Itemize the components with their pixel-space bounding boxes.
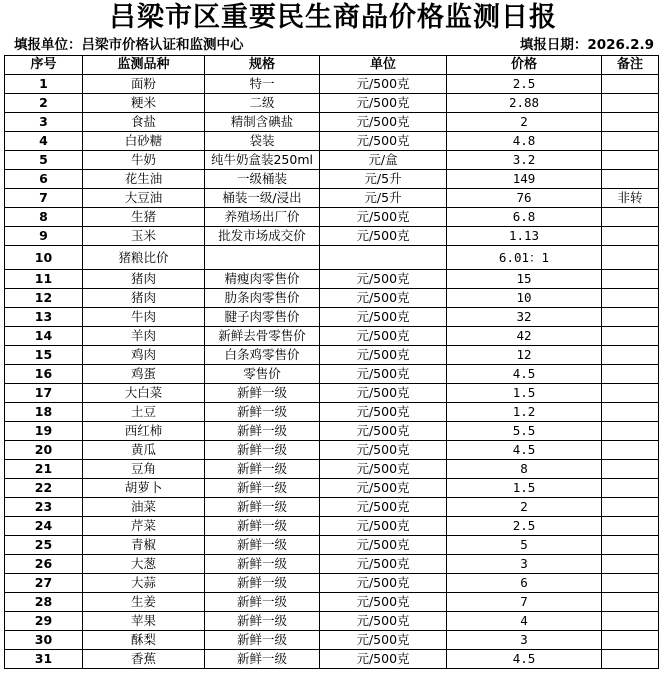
- cell-index: 17: [5, 384, 83, 403]
- cell-price: 5: [447, 536, 602, 555]
- cell-price: 5.5: [447, 422, 602, 441]
- cell-unit: 元/500克: [320, 365, 447, 384]
- cell-name: 花生油: [83, 170, 205, 189]
- cell-index: 12: [5, 289, 83, 308]
- cell-spec: 新鲜一级: [205, 593, 320, 612]
- cell-note: 非转: [602, 189, 659, 208]
- cell-price: 4.8: [447, 132, 602, 151]
- cell-unit: 元/500克: [320, 113, 447, 132]
- table-row: [5, 650, 659, 669]
- cell-note: [602, 612, 659, 631]
- cell-spec: 新鲜一级: [205, 650, 320, 669]
- cell-note: [602, 246, 659, 270]
- cell-name: 西红柿: [83, 422, 205, 441]
- cell-spec: 新鲜一级: [205, 498, 320, 517]
- cell-note: [602, 479, 659, 498]
- table-row: [5, 327, 659, 346]
- table-row: [5, 208, 659, 227]
- cell-price: 12: [447, 346, 602, 365]
- cell-unit: 元/500克: [320, 132, 447, 151]
- cell-name: 粳米: [83, 94, 205, 113]
- cell-name: 牛奶: [83, 151, 205, 170]
- cell-spec: 新鲜一级: [205, 612, 320, 631]
- cell-price: 4.5: [447, 441, 602, 460]
- cell-name: 白砂糖: [83, 132, 205, 151]
- cell-index: 10: [5, 246, 83, 270]
- cell-price: 4.5: [447, 365, 602, 384]
- cell-note: [602, 289, 659, 308]
- cell-note: [602, 94, 659, 113]
- cell-unit: 元/500克: [320, 650, 447, 669]
- cell-spec: [205, 246, 320, 270]
- cell-index: 1: [5, 75, 83, 94]
- cell-name: 酥梨: [83, 631, 205, 650]
- header-note: 备注: [602, 56, 659, 75]
- report-date: 填报日期：2026.2.9: [519, 37, 654, 53]
- cell-index: 22: [5, 479, 83, 498]
- cell-spec: 新鲜一级: [205, 631, 320, 650]
- cell-unit: 元/500克: [320, 593, 447, 612]
- cell-unit: 元/500克: [320, 208, 447, 227]
- cell-unit: 元/盒: [320, 151, 447, 170]
- cell-index: 26: [5, 555, 83, 574]
- cell-name: 羊肉: [83, 327, 205, 346]
- cell-index: 28: [5, 593, 83, 612]
- cell-unit: 元/500克: [320, 574, 447, 593]
- cell-name: 食盐: [83, 113, 205, 132]
- cell-note: [602, 113, 659, 132]
- cell-price: 3.2: [447, 151, 602, 170]
- cell-note: [602, 517, 659, 536]
- cell-price: 1.5: [447, 479, 602, 498]
- cell-spec: 新鲜一级: [205, 460, 320, 479]
- cell-index: 2: [5, 94, 83, 113]
- cell-note: [602, 593, 659, 612]
- cell-price: 1.5: [447, 384, 602, 403]
- cell-note: [602, 151, 659, 170]
- cell-note: [602, 170, 659, 189]
- table-row: [5, 270, 659, 289]
- cell-index: 5: [5, 151, 83, 170]
- table-row: [5, 422, 659, 441]
- cell-index: 24: [5, 517, 83, 536]
- cell-index: 4: [5, 132, 83, 151]
- cell-spec: 新鲜去骨零售价: [205, 327, 320, 346]
- cell-unit: 元/500克: [320, 75, 447, 94]
- cell-spec: 一级桶装: [205, 170, 320, 189]
- header-name: 监测品种: [83, 56, 205, 75]
- table-header-row: [5, 56, 659, 75]
- table-row: [5, 170, 659, 189]
- table-row: [5, 113, 659, 132]
- cell-name: 猪粮比价: [83, 246, 205, 270]
- cell-spec: 新鲜一级: [205, 517, 320, 536]
- header-spec: 规格: [205, 56, 320, 75]
- cell-unit: 元/500克: [320, 612, 447, 631]
- price-table-body: [5, 56, 659, 669]
- cell-price: 32: [447, 308, 602, 327]
- table-row: [5, 289, 659, 308]
- cell-note: [602, 422, 659, 441]
- cell-unit: 元/500克: [320, 422, 447, 441]
- cell-index: 7: [5, 189, 83, 208]
- cell-spec: 特一: [205, 75, 320, 94]
- cell-spec: 新鲜一级: [205, 479, 320, 498]
- cell-price: 42: [447, 327, 602, 346]
- cell-unit: 元/500克: [320, 536, 447, 555]
- report-title: 吕梁市区重要民生商品价格监测日报: [109, 2, 557, 33]
- cell-note: [602, 631, 659, 650]
- cell-index: 9: [5, 227, 83, 246]
- cell-index: 29: [5, 612, 83, 631]
- table-row: [5, 479, 659, 498]
- table-row: [5, 574, 659, 593]
- cell-spec: 新鲜一级: [205, 536, 320, 555]
- cell-price: 3: [447, 631, 602, 650]
- cell-price: 10: [447, 289, 602, 308]
- cell-spec: 新鲜一级: [205, 422, 320, 441]
- cell-unit: 元/500克: [320, 517, 447, 536]
- cell-unit: 元/500克: [320, 460, 447, 479]
- cell-unit: 元/500克: [320, 270, 447, 289]
- table-row: [5, 612, 659, 631]
- cell-note: [602, 132, 659, 151]
- cell-name: 苹果: [83, 612, 205, 631]
- cell-note: [602, 346, 659, 365]
- cell-name: 猪肉: [83, 289, 205, 308]
- cell-name: 鸡肉: [83, 346, 205, 365]
- cell-name: 豆角: [83, 460, 205, 479]
- cell-price: 6: [447, 574, 602, 593]
- cell-unit: 元/500克: [320, 631, 447, 650]
- cell-note: [602, 498, 659, 517]
- table-row: [5, 227, 659, 246]
- table-row: [5, 631, 659, 650]
- cell-index: 18: [5, 403, 83, 422]
- cell-unit: 元/500克: [320, 555, 447, 574]
- table-row: [5, 384, 659, 403]
- cell-spec: 纯牛奶盒装250ml: [205, 151, 320, 170]
- cell-spec: 新鲜一级: [205, 403, 320, 422]
- cell-name: 生猪: [83, 208, 205, 227]
- cell-unit: 元/500克: [320, 94, 447, 113]
- cell-index: 31: [5, 650, 83, 669]
- cell-price: 8: [447, 460, 602, 479]
- cell-index: 6: [5, 170, 83, 189]
- cell-note: [602, 650, 659, 669]
- cell-unit: 元/5升: [320, 170, 447, 189]
- cell-unit: 元/500克: [320, 308, 447, 327]
- cell-price: 6.01：1: [447, 246, 602, 270]
- cell-spec: 新鲜一级: [205, 384, 320, 403]
- table-row: [5, 246, 659, 270]
- cell-note: [602, 208, 659, 227]
- table-row: [5, 441, 659, 460]
- cell-spec: 肋条肉零售价: [205, 289, 320, 308]
- cell-spec: 新鲜一级: [205, 441, 320, 460]
- header-unit: 单位: [320, 56, 447, 75]
- cell-unit: 元/500克: [320, 327, 447, 346]
- cell-note: [602, 270, 659, 289]
- cell-name: 大葱: [83, 555, 205, 574]
- header-index: 序号: [5, 56, 83, 75]
- cell-unit: 元/5升: [320, 189, 447, 208]
- cell-price: 3: [447, 555, 602, 574]
- cell-note: [602, 227, 659, 246]
- cell-price: 2: [447, 113, 602, 132]
- table-row: [5, 365, 659, 384]
- cell-note: [602, 555, 659, 574]
- cell-index: 16: [5, 365, 83, 384]
- table-row: [5, 75, 659, 94]
- table-row: [5, 517, 659, 536]
- cell-note: [602, 365, 659, 384]
- cell-name: 玉米: [83, 227, 205, 246]
- cell-name: 大白菜: [83, 384, 205, 403]
- cell-index: 14: [5, 327, 83, 346]
- cell-unit: 元/500克: [320, 289, 447, 308]
- cell-index: 3: [5, 113, 83, 132]
- cell-unit: 元/500克: [320, 498, 447, 517]
- cell-index: 19: [5, 422, 83, 441]
- table-row: [5, 132, 659, 151]
- cell-index: 13: [5, 308, 83, 327]
- table-row: [5, 555, 659, 574]
- cell-price: 149: [447, 170, 602, 189]
- cell-spec: 零售价: [205, 365, 320, 384]
- cell-spec: 白条鸡零售价: [205, 346, 320, 365]
- table-row: [5, 460, 659, 479]
- cell-spec: 腱子肉零售价: [205, 308, 320, 327]
- table-row: [5, 498, 659, 517]
- cell-unit: 元/500克: [320, 346, 447, 365]
- cell-name: 芹菜: [83, 517, 205, 536]
- cell-note: [602, 441, 659, 460]
- cell-spec: 桶装一级/浸出: [205, 189, 320, 208]
- cell-price: 2.88: [447, 94, 602, 113]
- cell-name: 香蕉: [83, 650, 205, 669]
- cell-name: 土豆: [83, 403, 205, 422]
- cell-index: 20: [5, 441, 83, 460]
- cell-price: 4: [447, 612, 602, 631]
- table-row: [5, 403, 659, 422]
- table-row: [5, 151, 659, 170]
- cell-name: 青椒: [83, 536, 205, 555]
- cell-price: 4.5: [447, 650, 602, 669]
- cell-spec: 袋装: [205, 132, 320, 151]
- cell-index: 25: [5, 536, 83, 555]
- cell-unit: 元/500克: [320, 479, 447, 498]
- cell-index: 23: [5, 498, 83, 517]
- cell-price: 76: [447, 189, 602, 208]
- cell-index: 21: [5, 460, 83, 479]
- table-row: [5, 308, 659, 327]
- cell-note: [602, 327, 659, 346]
- table-row: [5, 189, 659, 208]
- cell-spec: 精瘦肉零售价: [205, 270, 320, 289]
- cell-note: [602, 574, 659, 593]
- cell-price: 15: [447, 270, 602, 289]
- cell-name: 面粉: [83, 75, 205, 94]
- cell-price: 7: [447, 593, 602, 612]
- cell-spec: 批发市场成交价: [205, 227, 320, 246]
- cell-index: 11: [5, 270, 83, 289]
- cell-name: 大蒜: [83, 574, 205, 593]
- table-row: [5, 94, 659, 113]
- cell-price: 1.13: [447, 227, 602, 246]
- price-table: [4, 55, 659, 669]
- table-row: [5, 593, 659, 612]
- cell-price: 2.5: [447, 517, 602, 536]
- cell-spec: 二级: [205, 94, 320, 113]
- cell-spec: 精制含碘盐: [205, 113, 320, 132]
- cell-unit: [320, 246, 447, 270]
- cell-spec: 新鲜一级: [205, 574, 320, 593]
- cell-name: 牛肉: [83, 308, 205, 327]
- cell-note: [602, 308, 659, 327]
- table-row: [5, 346, 659, 365]
- cell-unit: 元/500克: [320, 403, 447, 422]
- cell-name: 生姜: [83, 593, 205, 612]
- cell-note: [602, 75, 659, 94]
- cell-index: 30: [5, 631, 83, 650]
- cell-index: 8: [5, 208, 83, 227]
- cell-unit: 元/500克: [320, 227, 447, 246]
- cell-spec: 新鲜一级: [205, 555, 320, 574]
- reporter-label: 填报单位：吕梁市价格认证和监测中心: [14, 37, 244, 53]
- cell-unit: 元/500克: [320, 441, 447, 460]
- cell-price: 2.5: [447, 75, 602, 94]
- cell-name: 油菜: [83, 498, 205, 517]
- cell-name: 猪肉: [83, 270, 205, 289]
- cell-note: [602, 403, 659, 422]
- cell-index: 27: [5, 574, 83, 593]
- cell-unit: 元/500克: [320, 384, 447, 403]
- cell-note: [602, 460, 659, 479]
- cell-note: [602, 536, 659, 555]
- cell-index: 15: [5, 346, 83, 365]
- cell-name: 黄瓜: [83, 441, 205, 460]
- cell-name: 大豆油: [83, 189, 205, 208]
- cell-price: 6.8: [447, 208, 602, 227]
- report-meta: [4, 36, 658, 55]
- cell-price: 2: [447, 498, 602, 517]
- cell-name: 鸡蛋: [83, 365, 205, 384]
- cell-name: 胡萝卜: [83, 479, 205, 498]
- header-price: 价格: [447, 56, 602, 75]
- cell-spec: 养殖场出厂价: [205, 208, 320, 227]
- table-row: [5, 536, 659, 555]
- cell-price: 1.2: [447, 403, 602, 422]
- cell-note: [602, 384, 659, 403]
